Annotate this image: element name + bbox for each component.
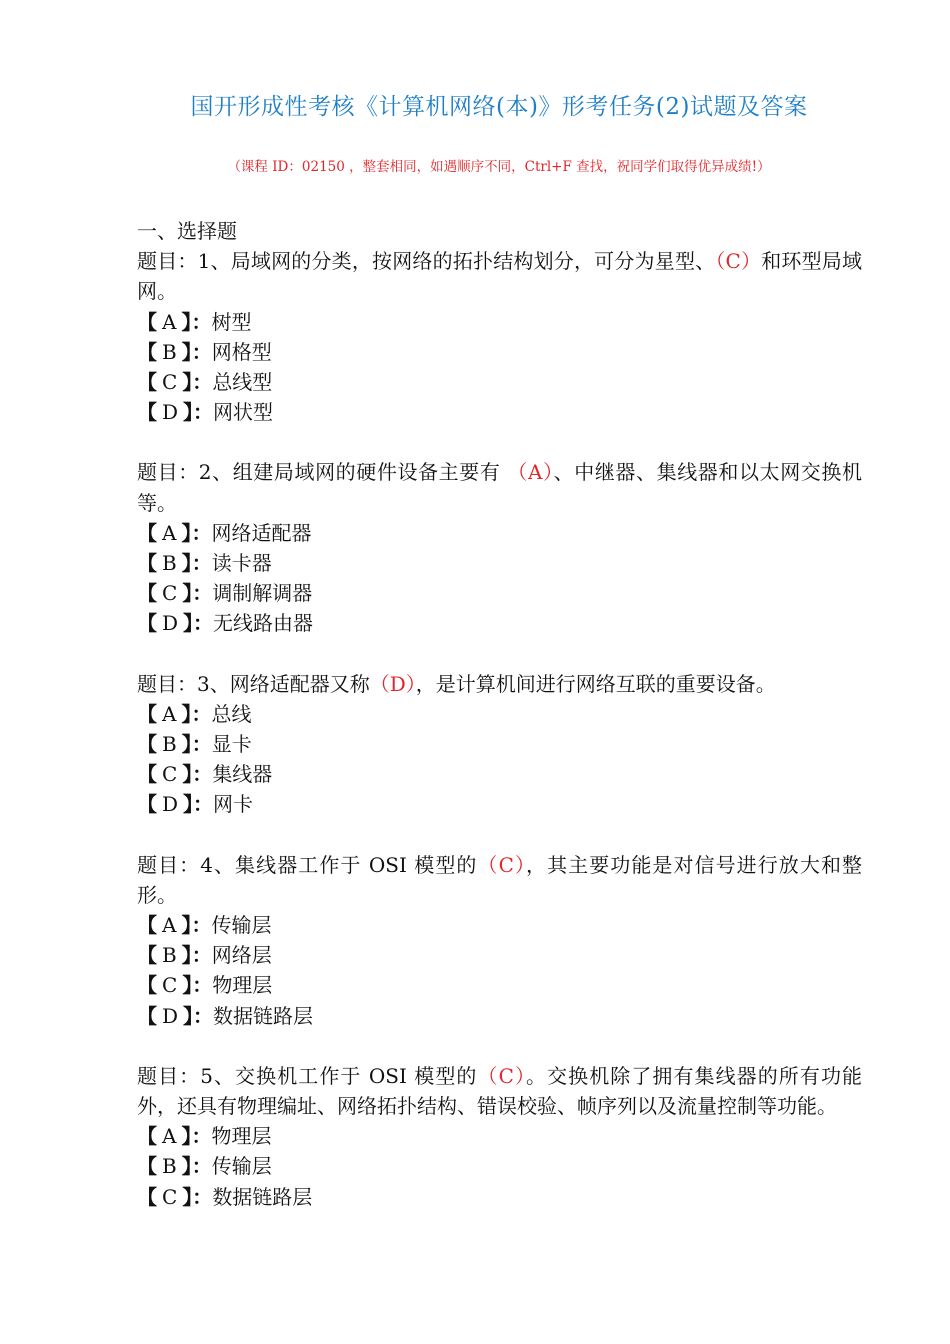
option-text: 无线路由器 bbox=[213, 611, 314, 636]
option-close-bracket: 】： bbox=[181, 1154, 212, 1179]
option-close-bracket: 】： bbox=[182, 370, 213, 395]
option-text: 调制解调器 bbox=[212, 581, 313, 606]
question-3 bbox=[137, 669, 862, 820]
question-text bbox=[137, 457, 862, 517]
option-text: 网络适配器 bbox=[211, 520, 312, 545]
option-open-bracket: 【 bbox=[137, 611, 157, 636]
option-a bbox=[137, 518, 862, 548]
question-2 bbox=[137, 457, 862, 638]
answer-marker: （C） bbox=[715, 249, 762, 274]
option-letter: A bbox=[162, 1124, 177, 1149]
option-d bbox=[137, 608, 862, 638]
option-text: 传输层 bbox=[211, 1154, 272, 1179]
option-letter: D bbox=[162, 400, 179, 425]
option-letter: C bbox=[162, 370, 178, 395]
option-letter: C bbox=[162, 973, 178, 998]
option-close-bracket: 】： bbox=[182, 581, 213, 606]
option-close-bracket: 】： bbox=[181, 943, 212, 968]
question-stem-after: 。交换机除了拥有集线器的所有功能外，还具有物理编址、网络拓扑结构、错误校验、帧序列以及流量控制等功能。 bbox=[137, 1063, 863, 1119]
option-letter: A bbox=[162, 701, 177, 726]
option-text: 显卡 bbox=[211, 732, 252, 757]
option-text: 网络层 bbox=[211, 943, 272, 968]
question-stem-before: 题目：5、交换机工作于 OSI 模型的 bbox=[137, 1063, 478, 1088]
option-letter: C bbox=[162, 762, 178, 787]
option-text: 总线 bbox=[211, 701, 252, 726]
option-text: 数据链路层 bbox=[213, 1003, 314, 1028]
option-close-bracket: 】： bbox=[183, 792, 214, 817]
option-open-bracket: 【 bbox=[137, 309, 157, 334]
option-close-bracket: 】： bbox=[181, 913, 212, 938]
option-open-bracket: 【 bbox=[137, 1124, 157, 1149]
document-title: 国开形成性考核《计算机网络(本)》形考任务(2)试题及答案 bbox=[190, 94, 808, 120]
option-open-bracket: 【 bbox=[137, 1184, 157, 1209]
option-letter: A bbox=[162, 913, 177, 938]
option-close-bracket: 】： bbox=[181, 551, 212, 576]
option-text: 读卡器 bbox=[211, 551, 272, 576]
option-open-bracket: 【 bbox=[137, 370, 157, 395]
option-letter: D bbox=[162, 611, 179, 636]
option-d bbox=[137, 789, 862, 819]
question-stem-before: 题目：1、局域网的分类，按网络的拓扑结构划分，可分为星型、 bbox=[137, 249, 716, 274]
option-open-bracket: 【 bbox=[137, 943, 157, 968]
option-close-bracket: 】： bbox=[181, 701, 212, 726]
option-close-bracket: 】： bbox=[181, 732, 212, 757]
option-close-bracket: 】： bbox=[183, 611, 214, 636]
question-4 bbox=[137, 850, 862, 1031]
option-letter: C bbox=[162, 1184, 178, 1209]
option-text: 网状型 bbox=[213, 400, 274, 425]
option-a bbox=[137, 699, 862, 729]
option-open-bracket: 【 bbox=[137, 701, 157, 726]
option-open-bracket: 【 bbox=[137, 792, 157, 817]
option-open-bracket: 【 bbox=[137, 339, 157, 364]
option-close-bracket: 】： bbox=[181, 339, 212, 364]
option-b bbox=[137, 337, 862, 367]
section-heading: 一、选择题 bbox=[137, 219, 237, 243]
question-stem-before: 题目：2、组建局域网的硬件设备主要有 bbox=[137, 460, 508, 485]
option-c bbox=[137, 970, 862, 1000]
option-text: 总线型 bbox=[212, 370, 273, 395]
option-a bbox=[137, 910, 862, 940]
option-c bbox=[137, 367, 862, 397]
question-text bbox=[137, 850, 862, 910]
option-c bbox=[137, 759, 862, 789]
question-stem-after: ，其主要功能是对信号进行放大和整形。 bbox=[137, 852, 863, 907]
option-d bbox=[137, 1001, 862, 1031]
option-open-bracket: 【 bbox=[137, 1154, 157, 1179]
option-close-bracket: 】： bbox=[183, 400, 214, 425]
option-b bbox=[137, 940, 862, 970]
option-text: 数据链路层 bbox=[212, 1184, 313, 1209]
option-letter: B bbox=[162, 551, 177, 576]
question-stem-before: 题目：4、集线器工作于 OSI 模型的 bbox=[137, 852, 478, 877]
option-close-bracket: 】： bbox=[181, 520, 212, 545]
option-open-bracket: 【 bbox=[137, 400, 157, 425]
option-text: 传输层 bbox=[211, 913, 272, 938]
option-a bbox=[137, 1121, 862, 1151]
answer-marker: （A） bbox=[507, 460, 554, 485]
option-text: 树型 bbox=[211, 309, 252, 334]
question-text bbox=[137, 1061, 862, 1121]
option-open-bracket: 【 bbox=[137, 520, 157, 545]
question-stem-before: 题目：3、网络适配器又称 bbox=[137, 671, 370, 696]
question-5 bbox=[137, 1061, 862, 1212]
option-text: 物理层 bbox=[211, 1124, 272, 1149]
option-letter: B bbox=[162, 732, 177, 757]
question-stem-after: ，是计算机间进行网络互联的重要设备。 bbox=[415, 671, 776, 696]
option-close-bracket: 】： bbox=[181, 309, 212, 334]
option-open-bracket: 【 bbox=[137, 973, 157, 998]
option-d bbox=[137, 397, 862, 427]
option-text: 网格型 bbox=[211, 339, 272, 364]
option-close-bracket: 】： bbox=[182, 762, 213, 787]
option-letter: B bbox=[162, 943, 177, 968]
option-b bbox=[137, 548, 862, 578]
question-stem-after: 、中继器、集线器和以太网交换机等。 bbox=[137, 460, 862, 515]
option-letter: D bbox=[162, 1003, 179, 1028]
option-b bbox=[137, 1151, 862, 1181]
option-close-bracket: 】： bbox=[182, 1184, 213, 1209]
option-close-bracket: 】： bbox=[183, 1003, 214, 1028]
option-letter: D bbox=[162, 792, 179, 817]
question-list bbox=[137, 216, 862, 1242]
answer-marker: （C） bbox=[477, 852, 527, 877]
option-letter: C bbox=[162, 581, 178, 606]
document-subtitle: （课程 ID：02150 ，整套相同，如遇顺序不同，Ctrl+F 查找，祝同学们取得优异成绩!） bbox=[227, 159, 771, 175]
option-letter: A bbox=[162, 520, 177, 545]
question-stem-after: 和环型局域网。 bbox=[137, 249, 862, 304]
option-letter: B bbox=[162, 339, 177, 364]
option-open-bracket: 【 bbox=[137, 551, 157, 576]
option-c bbox=[137, 578, 862, 608]
option-open-bracket: 【 bbox=[137, 581, 157, 606]
question-text bbox=[137, 669, 862, 699]
option-open-bracket: 【 bbox=[137, 762, 157, 787]
option-open-bracket: 【 bbox=[137, 732, 157, 757]
option-text: 集线器 bbox=[212, 762, 273, 787]
option-close-bracket: 】： bbox=[181, 1124, 212, 1149]
option-c bbox=[137, 1182, 862, 1212]
option-text: 网卡 bbox=[213, 792, 254, 817]
answer-marker: （C） bbox=[477, 1063, 527, 1088]
option-text: 物理层 bbox=[212, 973, 273, 998]
option-b bbox=[137, 729, 862, 759]
option-letter: B bbox=[162, 1154, 177, 1179]
question-text bbox=[137, 246, 862, 306]
option-open-bracket: 【 bbox=[137, 1003, 157, 1028]
answer-marker: （D） bbox=[369, 671, 416, 696]
option-letter: A bbox=[162, 309, 177, 334]
question-1 bbox=[137, 246, 862, 427]
option-a bbox=[137, 307, 862, 337]
option-close-bracket: 】： bbox=[182, 973, 213, 998]
option-open-bracket: 【 bbox=[137, 913, 157, 938]
